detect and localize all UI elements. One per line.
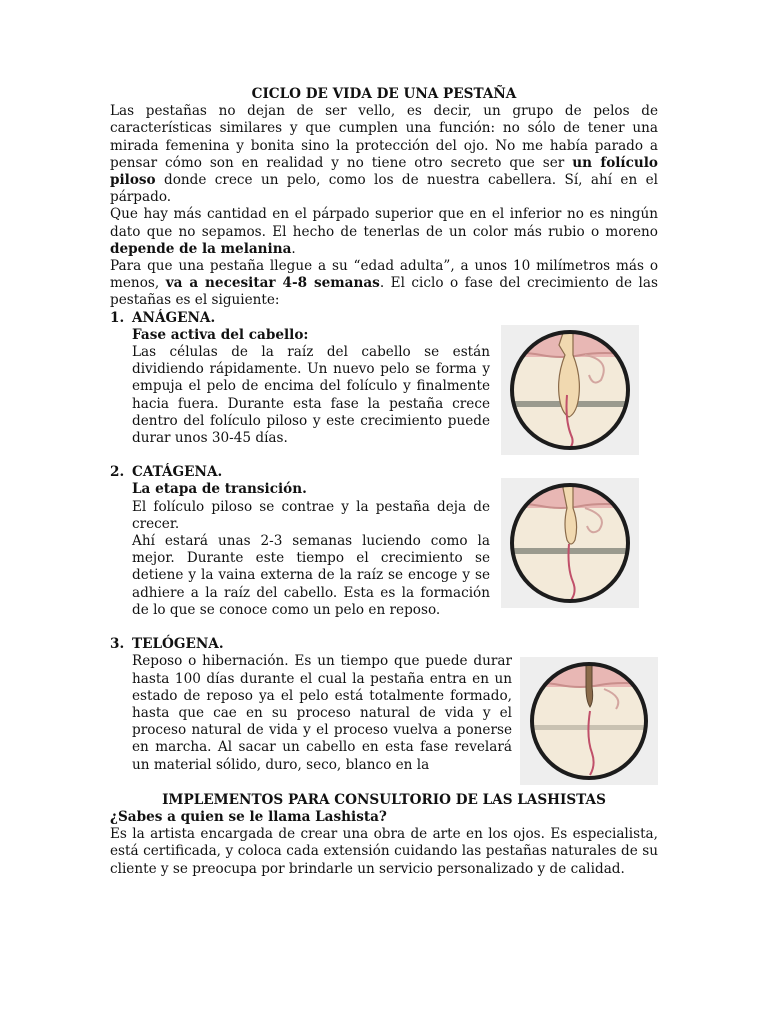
intro-paragraph-3 — [110, 258, 658, 310]
figure-2-svg — [501, 478, 639, 608]
phase-1-text: Las células de la raíz del cabello se están dividiendo rápidamente. Un nuevo pelo se forma y empuja el pelo de encima del folículo y finalmente hacia fuera. Durante esta fase la pestaña crece dentro del folículo piloso y este crecimiento puede durar unos 30-45 días. — [132, 344, 490, 447]
intro-paragraph-2 — [110, 206, 658, 258]
intro-p1-text: Las pestañas no dejan de ser vello, es decir, un grupo de pelos de características similares y que cumplen una función: no sólo de tener una mirada femenina y bonita sino la protección del ojo. No me había parado a pensar cómo son en realidad y no tiene otro secreto que ser — [110, 103, 658, 171]
implements-text: Es la artista encargada de crear una obra de arte en los ojos. Es especialista, está certificada, y coloca cada extensión cuidando las pestañas naturales de su cliente y se preocupa por brindarle un servicio personalizado y de calidad. — [110, 826, 658, 877]
phase-1-subtitle: Fase activa del cabello: — [132, 326, 309, 343]
intro-p2-text-end: . — [291, 240, 296, 257]
intro-p3-bold: va a necesitar 4-8 semanas — [165, 275, 380, 292]
phase-3-title: TELÓGENA. — [132, 636, 224, 653]
intro-p2-text: Que hay más cantidad en el párpado superior que en el inferior no es ningún dato que no sepamos. El hecho de tenerlas de un color más rubio o moreno — [110, 206, 658, 240]
intro-p1-text-end: donde crece un pelo, como los de nuestra cabellera. Sí, ahí en el párpado. — [110, 172, 658, 206]
phase-2-text-b: Ahí estará unas 2-3 semanas luciendo como la mejor. Durante este tiempo el crecimiento se detiene y la vaina externa de la raíz se encoge y se adhiere a la raíz del cabello. Esta es la formación de lo que se conoce como un pelo en reposo. — [132, 533, 490, 618]
phase-1-number: 1. — [110, 309, 125, 326]
phase-3-text: Reposo o hibernación. Es un tiempo que puede durar hasta 100 días durante el cual la pestaña entra en un estado de reposo ya el pelo está totalmente formado, hasta que cae en su proceso natural de vida y el proceso natural de vida y el proceso vuelva a ponerse en marcha. Al sacar un cabello en esta fase revelará un material sólido, duro, seco, blanco en la — [132, 653, 512, 773]
figure-3-svg — [520, 657, 658, 785]
hair-follicle-anagen-illustration — [501, 325, 639, 455]
intro-p2-bold: depende de la melanina — [110, 240, 292, 257]
document-title: CICLO DE VIDA DE UNA PESTAÑA — [251, 86, 517, 102]
hair-follicle-telogen-illustration — [520, 657, 658, 785]
figure-1-svg — [501, 325, 639, 455]
phase-1-body — [132, 327, 490, 447]
intro-paragraph-1 — [110, 103, 658, 206]
intro-p3-text: Para que una pestaña llegue a su “edad adulta”, a unos 10 milímetros más o menos, — [110, 258, 658, 292]
implements-question: ¿Sabes a quien se le llama Lashista? — [110, 808, 387, 825]
phase-3-heading — [110, 636, 658, 653]
intro-p1-bold: un folículo piloso — [110, 154, 658, 189]
hair-follicle-catagen-illustration — [501, 478, 639, 608]
phase-2-text-a: El folículo piloso se contrae y la pestaña deja de crecer. — [132, 498, 490, 532]
implements-title: IMPLEMENTOS PARA CONSULTORIO DE LAS LASHISTAS — [162, 791, 606, 808]
phase-1-title: ANÁGENA. — [132, 309, 216, 326]
intro-p3-text-end: . El ciclo o fase del crecimiento de las pestañas es el siguiente: — [110, 275, 658, 309]
phase-2-subtitle: La etapa de transición. — [132, 481, 307, 498]
phase-3-number: 3. — [110, 636, 125, 653]
intro-section — [110, 103, 658, 309]
phase-3-body — [132, 653, 512, 773]
phase-2-body — [132, 481, 490, 619]
phase-2-title: CATÁGENA. — [132, 464, 223, 481]
phase-2-number: 2. — [110, 464, 125, 481]
